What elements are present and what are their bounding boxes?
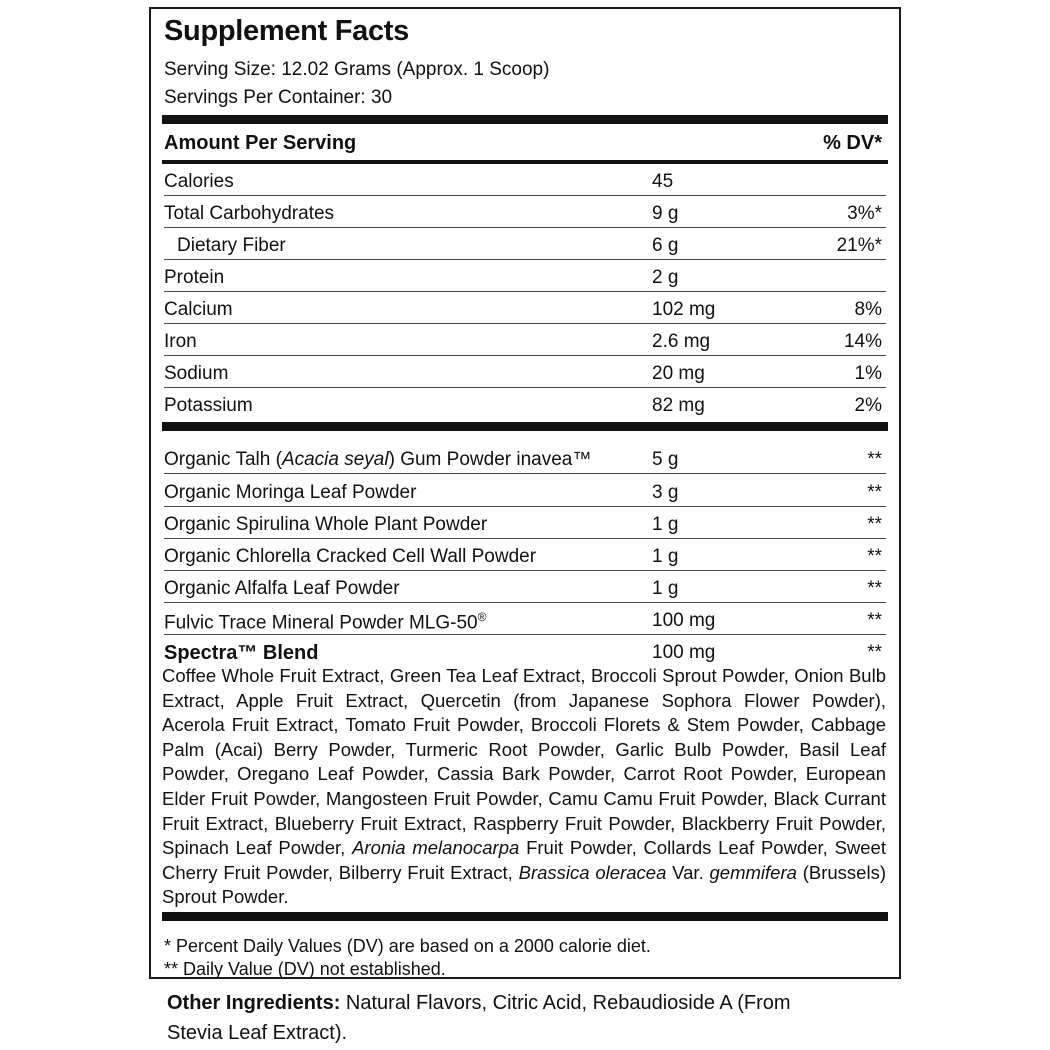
ingredient-name-part: Organic Talh ( (164, 449, 282, 470)
ingredient-amount: 1 g (652, 546, 679, 567)
nutrient-dv: 8% (854, 299, 882, 320)
ingredient-name (164, 610, 486, 634)
servings-per-container: Servings Per Container: 30 (164, 87, 393, 108)
nutrient-amount: 2.6 mg (652, 331, 711, 352)
nutrient-row (164, 356, 886, 388)
footnote-dv: * Percent Daily Values (DV) are based on a 2000 calorie diet. (164, 936, 651, 956)
ingredient-amount: 1 g (652, 514, 679, 535)
nutrient-name: Potassium (164, 395, 253, 416)
ingredient-name-part: ) Gum Powder inavea™ (388, 449, 592, 470)
ingredient-name: Spectra™ Blend (164, 642, 319, 664)
ingredient-amount: 1 g (652, 578, 679, 599)
ingredient-name-part: Fulvic Trace Mineral Powder MLG-50 (164, 612, 478, 634)
nutrient-dv: 21%* (836, 235, 882, 256)
nutrient-amount: 6 g (652, 235, 679, 256)
nutrient-amount: 102 mg (652, 299, 716, 320)
ingredient-dv: ** (867, 578, 882, 599)
other-ingredients-text: Natural Flavors, Citric Acid, Rebaudioside A (From Stevia Leaf Extract). (167, 992, 791, 1044)
ingredient-amount: 5 g (652, 449, 679, 470)
nutrient-amount: 2 g (652, 267, 679, 288)
ingredient-row (164, 635, 886, 667)
top-thick-divider (162, 115, 888, 124)
ingredient-row (164, 475, 886, 507)
nutrient-name: Calcium (164, 299, 233, 320)
nutrient-name: Calories (164, 171, 234, 192)
ingredient-name: Organic Alfalfa Leaf Powder (164, 578, 400, 599)
nutrient-row (164, 228, 886, 260)
ingredient-name (164, 449, 591, 471)
nutrient-dv: 2% (854, 395, 882, 416)
nutrient-amount: 9 g (652, 203, 679, 224)
nutrient-row (164, 196, 886, 228)
ingredient-name: Organic Moringa Leaf Powder (164, 482, 417, 503)
ingredient-name-italic: Acacia seyal (281, 449, 389, 470)
serving-size: Serving Size: 12.02 Grams (Approx. 1 Scoop) (164, 59, 550, 80)
nutrient-dv: 14% (843, 331, 882, 352)
nutrient-dv: 3%* (847, 203, 882, 224)
blend-text-part: Coffee Whole Fruit Extract, Green Tea Leaf Extract, Broccoli Sprout Powder, Onion Bulb Extract, Apple Fruit Extract, Quercetin (from Japanese Sophora Flower Powder), Acerola Fruit Extract, Tomato Fruit Powder, Broccoli Florets & Stem Powder, Cabbage Palm (Acai) Berry Powder, Turmeric Root Powder, Garlic Bulb Powder, Basil Leaf Powder, Oregano Leaf Powder, Cassia Bark Powder, Carrot Root Powder, European Elder Fruit Powder, Mangosteen Fruit Powder, Camu Camu Fruit Powder, Black Currant Fruit Extract, Blueberry Fruit Extract, Raspberry Fruit Powder, Blackberry Fruit Powder, Spinach Leaf Powder, (162, 665, 886, 859)
nutrient-dv: 1% (854, 363, 882, 384)
ingredient-dv: ** (867, 482, 882, 503)
ingredient-dv: ** (867, 642, 882, 663)
ingredient-dv: ** (867, 610, 882, 631)
nutrient-name: Protein (164, 267, 225, 288)
other-ingredients (167, 988, 827, 1048)
ingredient-amount: 100 mg (652, 642, 716, 663)
nutrient-row (164, 388, 886, 420)
panel-title: Supplement Facts (164, 15, 409, 47)
nutrient-amount: 45 (652, 171, 674, 192)
nutrient-row (164, 164, 886, 196)
supplement-facts-panel (149, 7, 901, 979)
ingredient-dv: ** (867, 514, 882, 535)
other-ingredients-label: Other Ingredients: (167, 992, 341, 1014)
amount-per-serving-label: Amount Per Serving (164, 132, 357, 154)
blend-text-part: (Brussels) Sprout Powder. (162, 861, 886, 908)
registered-mark: ® (477, 610, 487, 624)
nutrient-row (164, 324, 886, 356)
ingredient-row (164, 571, 886, 603)
ingredient-amount: 100 mg (652, 610, 716, 631)
ingredient-row (164, 442, 886, 474)
nutrients-thick-divider (162, 422, 888, 431)
nutrient-name: Dietary Fiber (177, 235, 286, 256)
amount-header-row (164, 129, 886, 159)
dv-header-label: % DV* (823, 132, 882, 154)
ingredient-row (164, 603, 886, 635)
blend-text-part: Fruit Powder, Collards Leaf Powder, Sweet Cherry Fruit Powder, Bilberry Fruit Extract, (162, 837, 886, 883)
blend-text-italic: Aronia melanocarpa (352, 837, 520, 859)
ingredient-dv: ** (867, 449, 882, 470)
nutrient-name: Total Carbohydrates (164, 203, 335, 224)
blend-text-italic: Brassica oleracea (518, 861, 667, 883)
ingredient-dv: ** (867, 546, 882, 567)
nutrient-row (164, 260, 886, 292)
ingredient-row (164, 539, 886, 571)
blend-text-part: Var. (666, 861, 710, 883)
footnote-not-established: ** Daily Value (DV) not established. (164, 959, 446, 979)
ingredient-amount: 3 g (652, 482, 679, 503)
bottom-thick-divider (162, 912, 888, 921)
nutrient-amount: 20 mg (652, 363, 705, 384)
nutrient-name: Iron (164, 331, 197, 352)
ingredient-name: Organic Chlorella Cracked Cell Wall Powder (164, 546, 537, 567)
spectra-blend-description (162, 664, 886, 910)
nutrient-row (164, 292, 886, 324)
nutrient-amount: 82 mg (652, 395, 705, 416)
nutrient-name: Sodium (164, 363, 229, 384)
ingredient-name: Organic Spirulina Whole Plant Powder (164, 514, 488, 535)
blend-text-italic: gemmifera (709, 861, 797, 883)
ingredient-row (164, 507, 886, 539)
